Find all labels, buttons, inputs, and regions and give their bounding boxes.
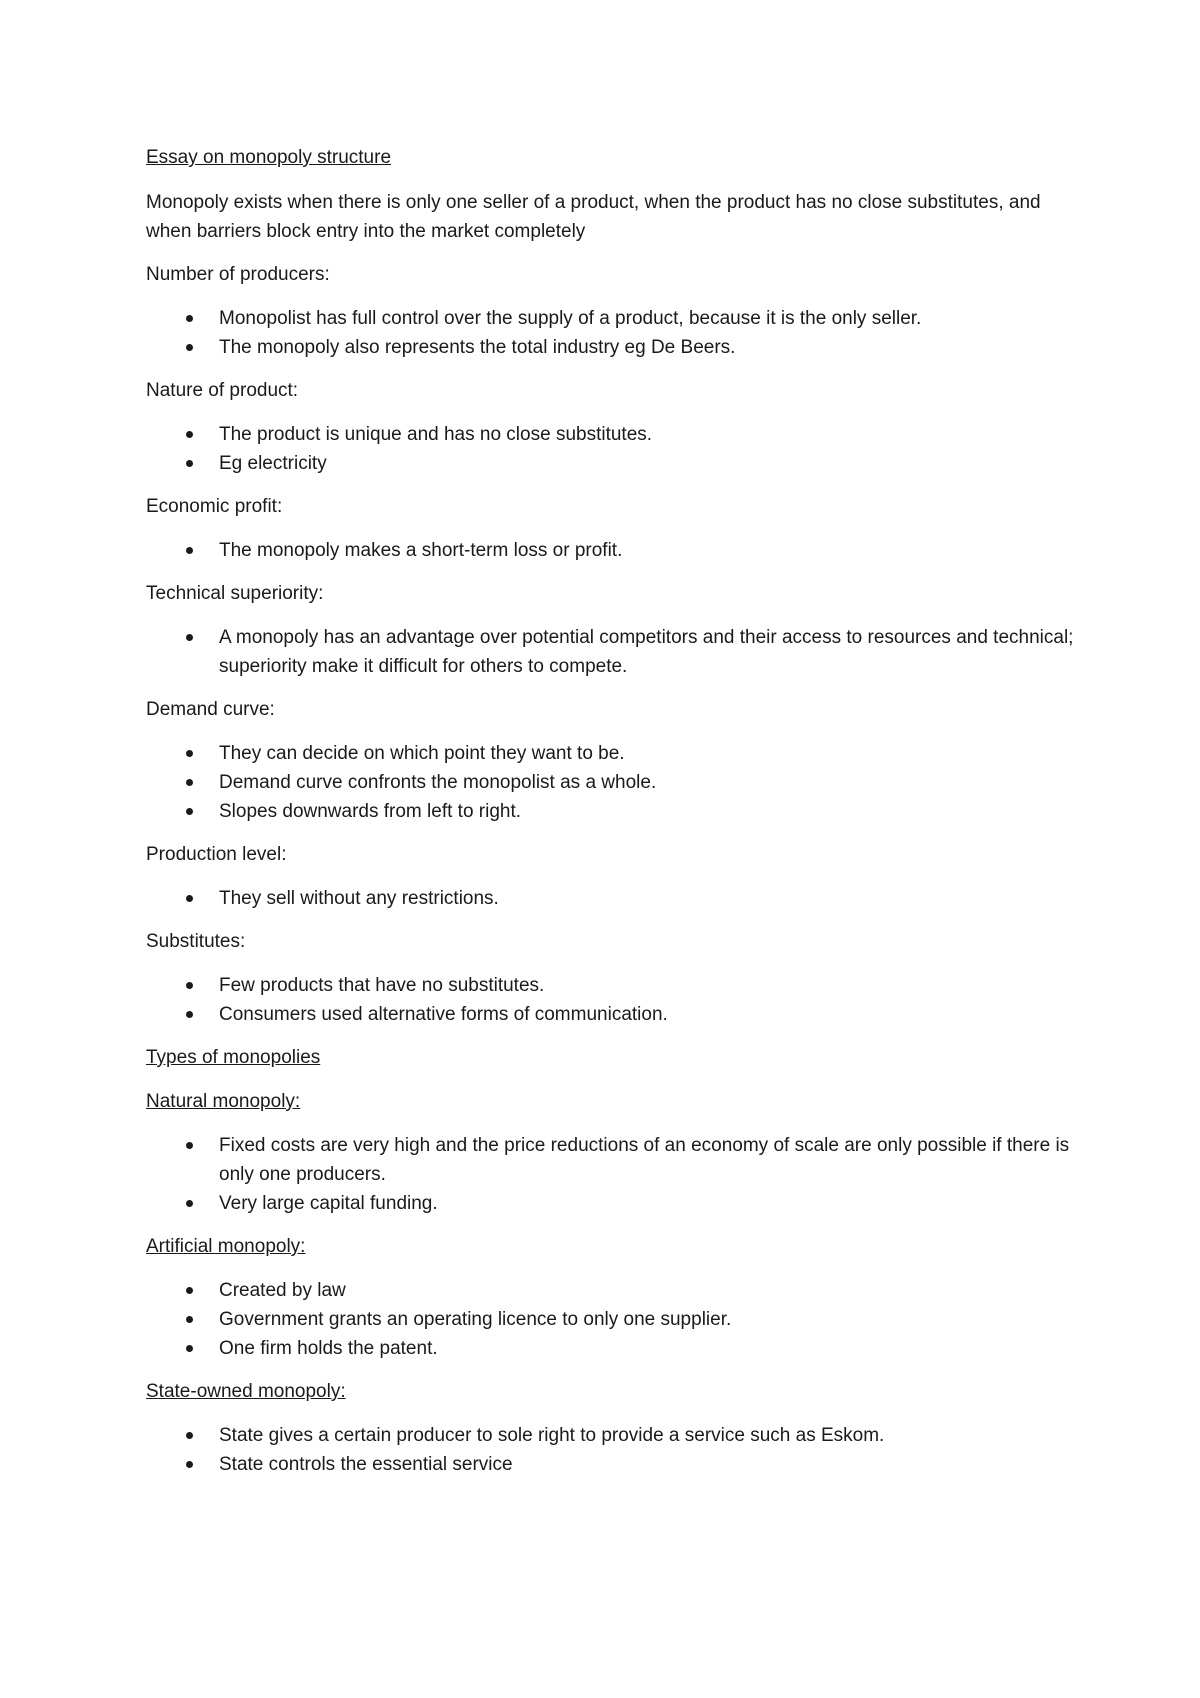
bullet-icon	[186, 547, 193, 554]
section-heading: Demand curve:	[146, 699, 275, 720]
bullet-icon	[186, 1432, 193, 1439]
list-item	[146, 797, 1076, 826]
bullet-icon	[186, 1316, 193, 1323]
bullet-icon	[186, 808, 193, 815]
list-item	[146, 1421, 1076, 1450]
bullet-text: Very large capital funding.	[219, 1193, 438, 1214]
list-item	[146, 971, 1076, 1000]
list-item	[146, 449, 1076, 478]
section	[146, 1377, 1076, 1479]
bullet-text: Slopes downwards from left to right.	[219, 801, 522, 822]
bullet-text: Government grants an operating licence to only one supplier.	[219, 1309, 732, 1330]
bullet-icon	[186, 460, 193, 467]
bullet-list	[146, 1421, 1076, 1479]
bullet-list	[146, 1131, 1076, 1218]
bullet-icon	[186, 634, 193, 641]
section	[146, 1232, 1076, 1363]
section	[146, 376, 1076, 478]
list-item	[146, 1334, 1076, 1363]
list-item	[146, 623, 1076, 681]
section-heading: Nature of product:	[146, 380, 299, 401]
section-heading: State-owned monopoly:	[146, 1381, 346, 1402]
section-heading: Production level:	[146, 844, 287, 865]
section	[146, 840, 1076, 913]
bullet-text: State gives a certain producer to sole right to provide a service such as Eskom.	[219, 1425, 885, 1446]
section	[146, 1087, 1076, 1218]
list-item	[146, 536, 1076, 565]
bullet-text: They sell without any restrictions.	[219, 888, 499, 909]
list-item	[146, 1450, 1076, 1479]
bullet-text: They can decide on which point they want to be.	[219, 743, 625, 764]
bullet-icon	[186, 1142, 193, 1149]
intro-paragraph: Monopoly exists when there is only one seller of a product, when the product has no close substitutes, and when barriers block entry into the market completely	[146, 192, 1041, 242]
section-heading: Number of producers:	[146, 264, 330, 285]
bullet-text: State controls the essential service	[219, 1454, 513, 1475]
list-item	[146, 1305, 1076, 1334]
bullet-list	[146, 623, 1076, 681]
list-item	[146, 768, 1076, 797]
bullet-text: Created by law	[219, 1280, 346, 1301]
section	[146, 492, 1076, 565]
section	[146, 927, 1076, 1029]
bullet-list	[146, 536, 1076, 565]
section-heading: Types of monopolies	[146, 1047, 321, 1068]
list-item	[146, 1276, 1076, 1305]
section	[146, 695, 1076, 826]
bullet-text: The monopoly makes a short-term loss or profit.	[219, 540, 623, 561]
bullet-text: One firm holds the patent.	[219, 1338, 438, 1359]
bullet-icon	[186, 344, 193, 351]
bullet-icon	[186, 1287, 193, 1294]
list-item	[146, 884, 1076, 913]
bullet-text: Eg electricity	[219, 453, 327, 474]
bullet-icon	[186, 779, 193, 786]
bullet-icon	[186, 1345, 193, 1352]
bullet-list	[146, 304, 1076, 362]
list-item	[146, 1000, 1076, 1029]
bullet-icon	[186, 315, 193, 322]
list-item	[146, 420, 1076, 449]
bullet-icon	[186, 431, 193, 438]
bullet-list	[146, 420, 1076, 478]
section-heading: Technical superiority:	[146, 583, 324, 604]
bullet-icon	[186, 895, 193, 902]
bullet-text: A monopoly has an advantage over potential competitors and their access to resources and technical; superiority make it difficult for others to compete.	[219, 627, 1074, 677]
bullet-icon	[186, 982, 193, 989]
bullet-text: The monopoly also represents the total industry eg De Beers.	[219, 337, 736, 358]
list-item	[146, 304, 1076, 333]
bullet-list	[146, 1276, 1076, 1363]
section	[146, 579, 1076, 681]
bullet-icon	[186, 1011, 193, 1018]
bullet-text: Monopolist has full control over the supply of a product, because it is the only seller.	[219, 308, 922, 329]
document-title: Essay on monopoly structure	[146, 147, 392, 168]
bullet-list	[146, 884, 1076, 913]
document-body	[146, 143, 1076, 1493]
bullet-text: The product is unique and has no close substitutes.	[219, 424, 653, 445]
bullet-text: Few products that have no substitutes.	[219, 975, 545, 996]
section-heading: Natural monopoly:	[146, 1091, 301, 1112]
list-item	[146, 1189, 1076, 1218]
bullet-icon	[186, 750, 193, 757]
bullet-list	[146, 739, 1076, 826]
bullet-text: Consumers used alternative forms of communication.	[219, 1004, 668, 1025]
section-heading: Substitutes:	[146, 931, 246, 952]
bullet-icon	[186, 1200, 193, 1207]
bullet-text: Demand curve confronts the monopolist as a whole.	[219, 772, 657, 793]
bullet-icon	[186, 1461, 193, 1468]
bullet-list	[146, 971, 1076, 1029]
section-heading: Economic profit:	[146, 496, 283, 517]
bullet-text: Fixed costs are very high and the price reductions of an economy of scale are only possible if there is only one producers.	[219, 1135, 1070, 1185]
list-item	[146, 739, 1076, 768]
section-heading: Artificial monopoly:	[146, 1236, 306, 1257]
sections-container	[146, 260, 1076, 1479]
section	[146, 1043, 1076, 1072]
list-item	[146, 333, 1076, 362]
list-item	[146, 1131, 1076, 1189]
section	[146, 260, 1076, 362]
